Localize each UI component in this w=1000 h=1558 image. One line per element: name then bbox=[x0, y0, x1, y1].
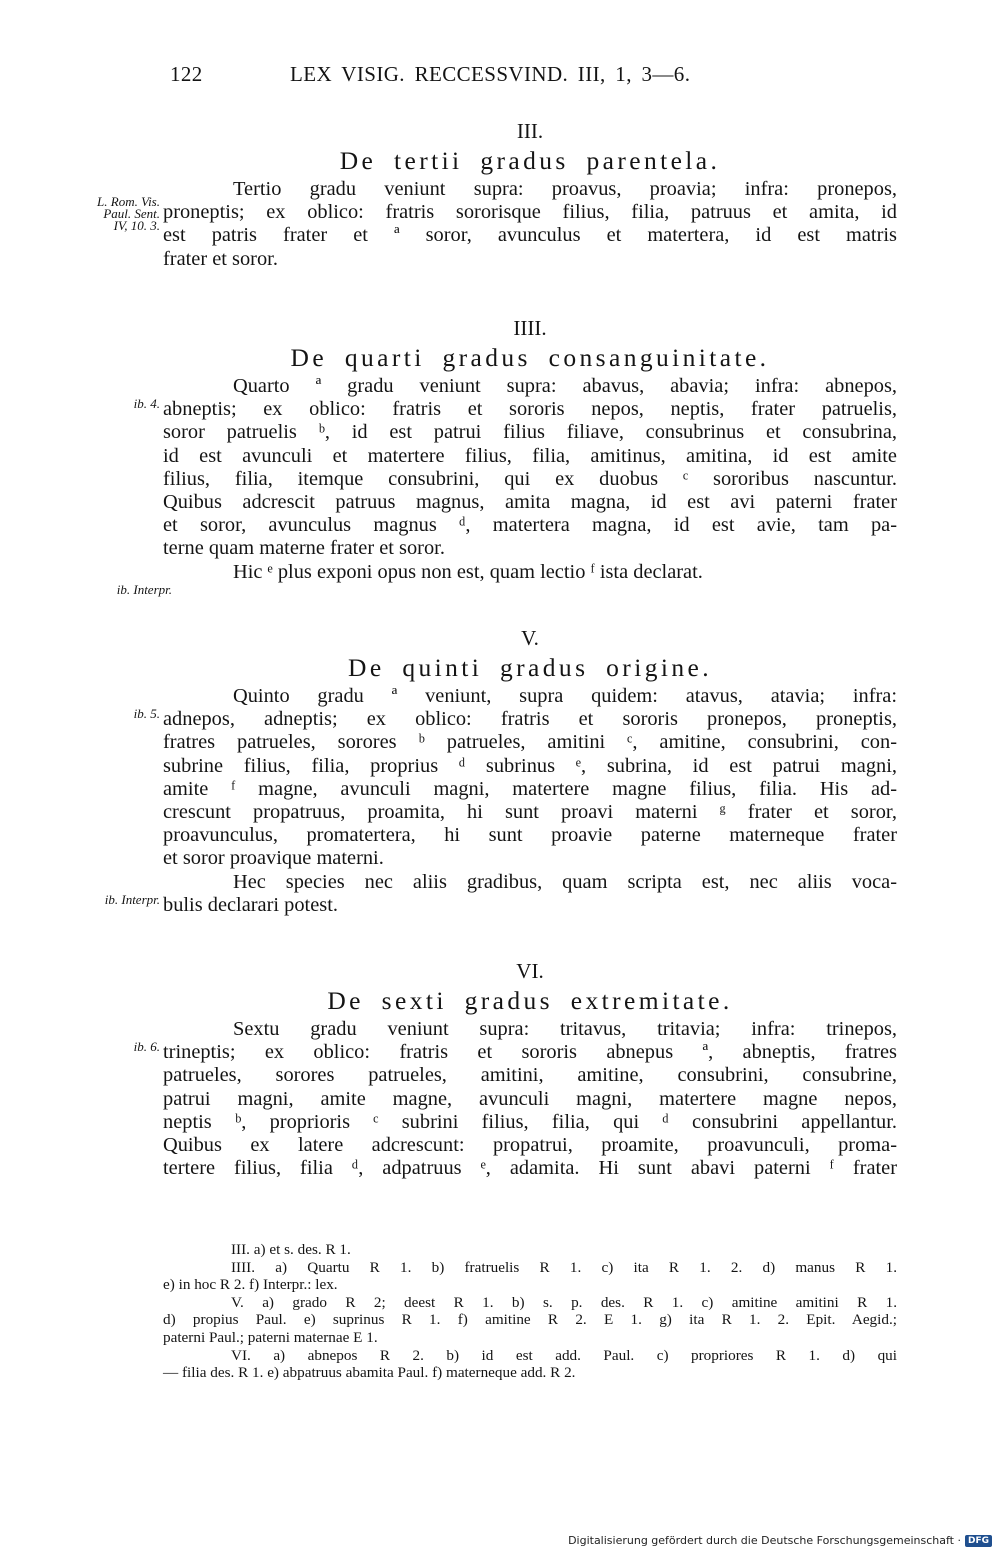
section-vi bbox=[163, 958, 897, 1180]
text-line: subrine filius, filia, proprius ᵈ subrinus ᵉ, subrina, id est patrui magni, bbox=[163, 754, 897, 777]
footnotes bbox=[163, 1241, 897, 1382]
footnote-line: IIII. a) Quartu R 1. b) fratruelis R 1. c) ita R 1. 2. d) manus R 1. bbox=[231, 1258, 897, 1276]
text-line: trineptis; ex oblico: fratris et sororis abnepus ª, abneptis, fratres bbox=[163, 1041, 897, 1064]
text-line: abneptis; ex oblico: fratris et sororis nepos, neptis, frater patruelis, bbox=[163, 398, 897, 421]
margin-reference: L. Rom. Vis. Paul. Sent. IV, 10. 3. bbox=[97, 194, 160, 233]
text-line: et soror, avunculus magnus ᵈ, matertera magna, id est avie, tam pa- bbox=[163, 514, 897, 537]
text-line: Tertio gradu veniunt supra: proavus, proavia; infra: pronepos, bbox=[233, 178, 897, 200]
text-line: proavunculus, promatertera, hi sunt proavie paterne materneque frater bbox=[163, 824, 897, 847]
text-line: patrueles, sorores patrueles, amitini, amitine, consubrini, consubrine, bbox=[163, 1064, 897, 1087]
section-title: De quinti gradus origine. bbox=[348, 653, 712, 682]
running-head: LEX VISIG. RECCESSVIND. III, 1, 3—6. bbox=[290, 62, 691, 86]
section-iii bbox=[163, 118, 897, 271]
margin-reference: ib. Interpr. bbox=[104, 892, 160, 907]
text-line: proneptis; ex oblico: fratris sororisque filius, filia, patruus et amita, id bbox=[163, 201, 897, 224]
text-line: patrui magni, amite magne, avunculi magni, matertere magne nepos, bbox=[163, 1087, 897, 1110]
section-iiii bbox=[163, 315, 897, 584]
section-v bbox=[163, 625, 897, 917]
text-line: tertere filius, filia ᵈ, adpatruus ᵉ, adamita. Hi sunt abavi paterni ᶠ frater bbox=[163, 1157, 897, 1180]
interpretatio-line: Hec species nec aliis gradibus, quam scripta est, nec aliis voca- bbox=[233, 870, 897, 893]
text-line: crescunt propatruus, proamita, hi sunt proavi materni ᵍ frater et soror, bbox=[163, 800, 897, 823]
interpretatio-line: Hic ᵉ plus exponi opus non est, quam lectio ᶠ ista declarat. bbox=[233, 560, 703, 583]
text-line: terne quam materne frater et soror. bbox=[163, 537, 445, 560]
margin-reference: ib. 6. bbox=[133, 1039, 160, 1054]
margin-reference: ib. 5. bbox=[133, 706, 160, 721]
text-line: amite ᶠ magne, avunculi magni, matertere magne filius, filia. His ad- bbox=[163, 777, 897, 800]
footnote-line: VI. a) abnepos R 2. b) id est add. Paul. c) propriores R 1. d) qui bbox=[231, 1346, 897, 1364]
footnote-line: — filia des. R 1. e) abpatruus abamita Paul. f) materneque add. R 2. bbox=[163, 1364, 576, 1382]
section-numeral: III. bbox=[516, 119, 544, 143]
footer-text: Digitalisierung gefördert durch die Deutsche Forschungsgemeinschaft · bbox=[568, 1534, 961, 1547]
section-title: De sexti gradus extremitate. bbox=[327, 986, 733, 1015]
text-line: est patris frater et ª soror, avunculus et matertera, id est matris bbox=[163, 224, 897, 247]
margin-reference: ib. Interpr. bbox=[116, 582, 172, 597]
digitization-footer bbox=[568, 1534, 992, 1547]
page-number: 122 bbox=[170, 62, 203, 86]
text-line: neptis ᵇ, proprioris ᶜ subrini filius, filia, qui ᵈ consubrini appellantur. bbox=[163, 1110, 897, 1133]
interpretatio-line: bulis declarari potest. bbox=[163, 893, 338, 916]
text-line: Quarto ª gradu veniunt supra: abavus, abavia; infra: abnepos, bbox=[233, 375, 897, 397]
footnote-line: paterni Paul.; paterni maternae E 1. bbox=[163, 1328, 378, 1346]
margin-reference: ib. 4. bbox=[133, 396, 160, 411]
footnote-line: III. a) et s. des. R 1. bbox=[231, 1241, 351, 1258]
footnote-line: e) in hoc R 2. f) Interpr.: lex. bbox=[163, 1276, 338, 1294]
text-line: Sextu gradu veniunt supra: tritavus, tritavia; infra: trinepos, bbox=[233, 1018, 897, 1040]
footnote-line: V. a) grado R 2; deest R 1. b) s. p. des. R 1. c) amitine amitini R 1. bbox=[231, 1293, 897, 1311]
footnote-line: d) propius Paul. e) suprinus R 1. f) amitine R 2. E 1. g) ita R 1. 2. Epit. Aegid.; bbox=[163, 1311, 897, 1329]
text-line: Quinto gradu ª veniunt, supra quidem: atavus, atavia; infra: bbox=[233, 685, 897, 707]
text-line: adnepos, adneptis; ex oblico: fratris et sororis pronepos, proneptis, bbox=[163, 708, 897, 731]
text-line: et soror proavique materni. bbox=[163, 847, 384, 870]
text-line: frater et soror. bbox=[163, 247, 278, 270]
text-line: Quibus adcrescit patruus magnus, amita magna, id est avi paterni frater bbox=[163, 490, 897, 513]
section-numeral: VI. bbox=[516, 959, 544, 983]
page-header bbox=[0, 62, 1000, 92]
section-numeral: IIII. bbox=[513, 316, 547, 340]
section-title: De tertii gradus parentela. bbox=[339, 146, 721, 175]
text-line: soror patruelis ᵇ, id est patrui filius filiave, consubrinus et consubrina, bbox=[163, 421, 897, 444]
dfg-logo: DFG bbox=[965, 1535, 992, 1547]
text-line: filius, filia, itemque consubrini, qui ex duobus ᶜ sororibus nascuntur. bbox=[163, 467, 897, 490]
text-line: Quibus ex latere adcrescunt: propatrui, proamite, proavunculi, proma- bbox=[163, 1133, 897, 1156]
section-title: De quarti gradus consanguinitate. bbox=[290, 343, 770, 372]
text-line: id est avunculi et matertere filius, filia, amitinus, amitina, id est amite bbox=[163, 444, 897, 467]
text-line: fratres patrueles, sorores ᵇ patrueles, amitini ᶜ, amitine, consubrini, con- bbox=[163, 731, 897, 754]
section-numeral: V. bbox=[521, 626, 539, 650]
